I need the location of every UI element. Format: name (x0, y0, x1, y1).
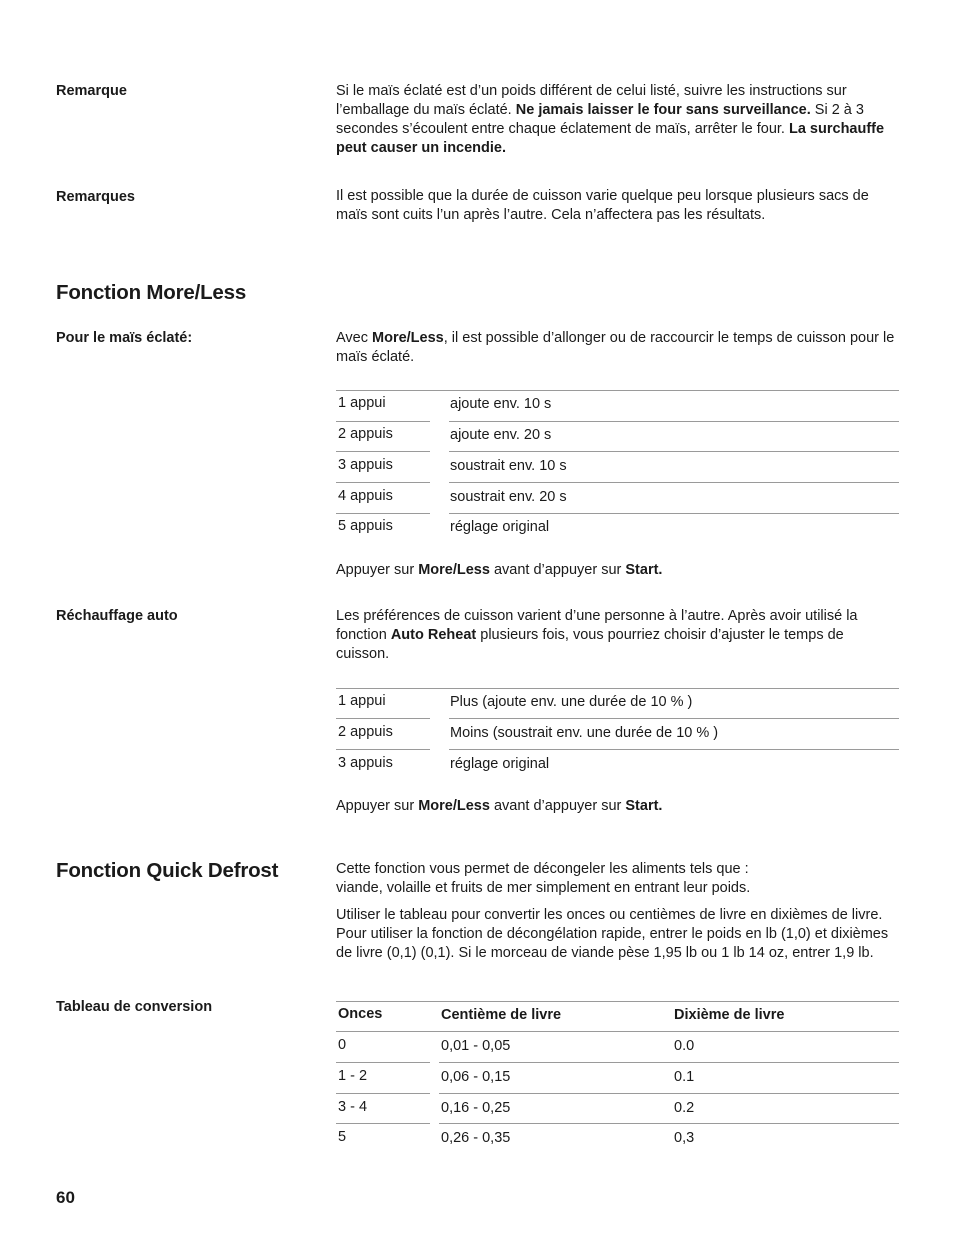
header-hundredths: Centième de livre (441, 1007, 562, 1023)
press-count: 3 appuis (338, 457, 393, 473)
conversion-table-label: Tableau de conversion (56, 999, 213, 1015)
popcorn-label: Pour le maïs éclaté: (56, 330, 193, 346)
table-row (336, 1032, 899, 1063)
notes-text: Il est possible que la durée de cuisson varie quelque peu lorsque plusieurs sacs de maïs sont cuits l’un après l’autre. Cela n’affectera pas les résultats. (336, 188, 869, 223)
hundredths-cell: 0,06 - 0,15 (441, 1069, 511, 1085)
reheat-press-note (336, 797, 898, 816)
press-effect: ajoute env. 10 s (450, 396, 552, 412)
table-row (336, 1063, 899, 1094)
press-effect: réglage original (450, 519, 550, 535)
table-row (336, 421, 899, 452)
hundredths-cell: 0,26 - 0,35 (441, 1130, 511, 1146)
press-note-a: Appuyer sur (336, 798, 419, 814)
note-bold-b: La surchauffe peut causer un incendie. (336, 121, 885, 156)
reheat-label: Réchauffage auto (56, 608, 178, 624)
ounces-cell: 0 (338, 1037, 347, 1053)
popcorn-intro-a: Avec (336, 330, 373, 346)
press-note-bold2: Start. (625, 562, 663, 578)
press-effect: soustrait env. 20 s (450, 489, 567, 505)
note-bold-a: Ne jamais laisser le four sans surveillance. (515, 102, 811, 118)
table-row (336, 750, 899, 781)
popcorn-press-note (336, 561, 898, 580)
ounces-cell: 5 (338, 1129, 347, 1145)
tenths-cell: 0.0 (674, 1038, 695, 1054)
press-count: 1 appui (338, 693, 386, 709)
table-row (336, 483, 899, 514)
reheat-intro-a: Les préférences de cuisson varient d’une personne à l’autre. Après avoir utilisé la fonction (336, 608, 858, 643)
header-tenths: Dixième de livre (674, 1007, 785, 1023)
page-number: 60 (56, 1188, 75, 1207)
table-row (336, 688, 899, 719)
tenths-cell: 0.1 (674, 1069, 695, 1085)
press-count: 4 appuis (338, 488, 393, 504)
tenths-cell: 0,3 (674, 1130, 695, 1146)
press-effect: réglage original (450, 756, 550, 772)
press-count: 3 appuis (338, 755, 393, 771)
table-row (336, 1094, 899, 1125)
press-note-bold1: More/Less (418, 798, 490, 814)
ounces-cell: 3 - 4 (338, 1099, 368, 1115)
press-note-b: avant d’appuyer sur (489, 798, 626, 814)
table-row (336, 390, 899, 421)
table-row (336, 719, 899, 750)
press-count: 2 appuis (338, 426, 393, 442)
notes-label: Remarques (56, 189, 135, 205)
quickdefrost-instructions: Utiliser le tableau pour convertir les onces ou centièmes de livre en dixièmes de livre. Pour utiliser la fonction de décongélation rapide, entrer le poids en lb (1,0) et dixièmes de livre (0,1) (0,1). Si le morceau de viande pèse 1,95 lb ou 1 lb 14 oz, entrer 1,9 lb. (336, 907, 889, 961)
note-text-a: Si le maïs éclaté est d’un poids différent de celui listé, suivre les instructions sur l’emballage du maïs éclaté. (336, 83, 847, 118)
press-effect: Moins (soustrait env. une durée de 10 % ) (450, 725, 719, 741)
press-effect: soustrait env. 10 s (450, 458, 567, 474)
quickdefrost-heading: Fonction Quick Defrost (56, 859, 279, 882)
press-count: 2 appuis (338, 724, 393, 740)
popcorn-intro (336, 329, 898, 367)
note-label: Remarque (56, 83, 127, 99)
press-effect: Plus (ajoute env. une durée de 10 % ) (450, 694, 693, 710)
press-note-bold2: Start. (625, 798, 663, 814)
moreless-heading: Fonction More/Less (56, 281, 247, 304)
table-header-row (336, 1001, 899, 1032)
press-note-a: Appuyer sur (336, 562, 419, 578)
quickdefrost-intro: Cette fonction vous permet de décongeler les aliments tels que : viande, volaille et fruits de mer simplement en entrant leur poids. (336, 861, 751, 896)
press-note-b: avant d’appuyer sur (489, 562, 626, 578)
reheat-intro (336, 607, 898, 664)
press-count: 5 appuis (338, 518, 393, 534)
tenths-cell: 0.2 (674, 1100, 695, 1116)
popcorn-intro-b: , il est possible d’allonger ou de raccourcir le temps de cuisson pour le maïs éclaté. (336, 330, 895, 365)
reheat-intro-bold: Auto Reheat (390, 627, 477, 643)
popcorn-intro-bold: More/Less (372, 330, 444, 346)
press-count: 1 appui (338, 395, 386, 411)
table-row (336, 1124, 899, 1155)
press-note-bold1: More/Less (418, 562, 490, 578)
header-ounces: Onces (338, 1006, 383, 1022)
table-row (336, 452, 899, 483)
note-text (336, 82, 898, 158)
press-effect: ajoute env. 20 s (450, 427, 552, 443)
note-text-b: Si 2 à 3 secondes s’écoulent entre chaque éclatement de maïs, arrêter le four. (336, 102, 864, 137)
reheat-intro-b: plusieurs fois, vous pourriez choisir d’ajuster le temps de cuisson. (336, 627, 844, 662)
table-row (336, 513, 899, 544)
ounces-cell: 1 - 2 (338, 1068, 368, 1084)
hundredths-cell: 0,01 - 0,05 (441, 1038, 511, 1054)
hundredths-cell: 0,16 - 0,25 (441, 1100, 511, 1116)
